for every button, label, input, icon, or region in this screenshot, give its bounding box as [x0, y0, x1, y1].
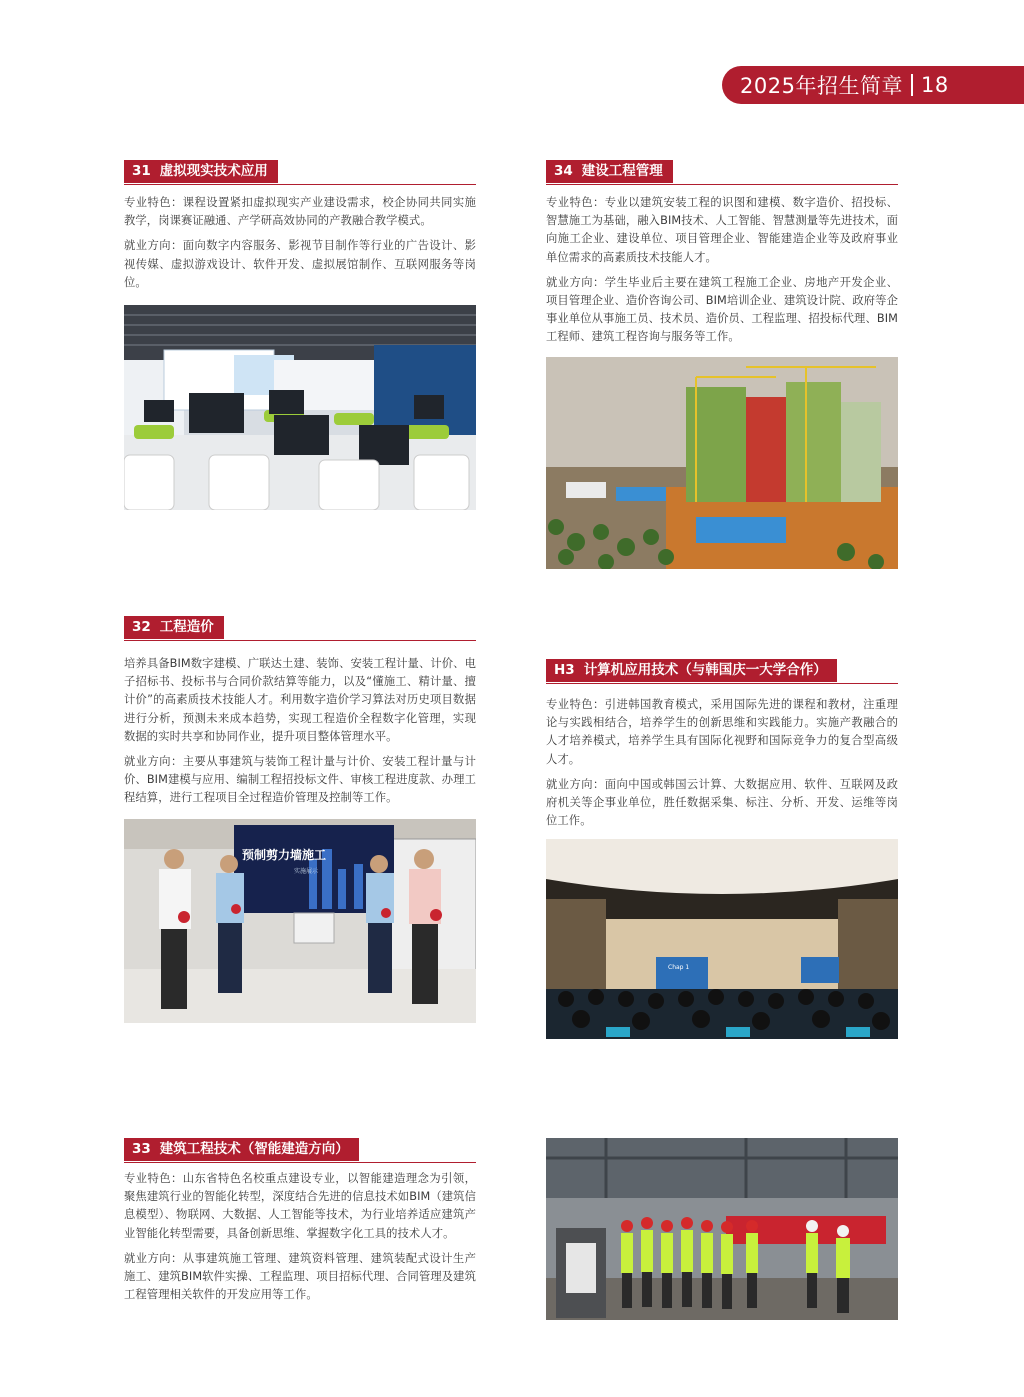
feature-paragraph: 专业特色：引进韩国教育模式，采用国际先进的课程和教材，注重理论与实践相结合，培养学生的创新思维和实践能力。实施产教融合的人才培养模式，培养学生具有国际化视野和国际竞争力的复合型高级人才。 [546, 698, 898, 766]
screen-title: 预制剪力墙施工 [242, 848, 327, 862]
section-title: 计算机应用技术（与韩国庆一大学合作） [583, 662, 827, 678]
section-badge [124, 160, 278, 183]
section-title: 工程造价 [159, 619, 214, 635]
section-heading [546, 160, 898, 185]
header-divider [911, 74, 913, 96]
section-title: 建设工程管理 [581, 163, 663, 179]
section-33 [124, 1138, 476, 1304]
section-32 [124, 616, 476, 808]
section-badge [124, 616, 224, 639]
section-heading [124, 160, 476, 185]
section-34 [546, 160, 898, 347]
feature-paragraph: 专业特色：课程设置紧扣虚拟现实产业建设需求，校企协同共同实施教学，岗课赛证融通、产学研高效协同的产教融合教学模式。 [124, 196, 476, 228]
section-number: H3 [554, 662, 575, 678]
feature-paragraph: 专业特色：专业以建筑安装工程的识图和建模、数字造价、招投标、智慧施工为基础，融入BIM技术、人工智能、智慧测量等先进技术，面向施工企业、建设单位、项目管理企业、智能建造企业等及政府事业单位需求的高素质技术技能人才。 [546, 196, 898, 264]
page-header-tab [722, 66, 1024, 104]
vr-classroom-photo [124, 305, 476, 510]
section-title: 建筑工程技术（智能建造方向） [159, 1141, 349, 1157]
section-badge [546, 659, 837, 682]
section-number: 31 [132, 163, 151, 179]
competition-team-photo [124, 819, 476, 1023]
lecture-screen-text: Chap 1 [668, 964, 690, 971]
building-model-photo [546, 357, 898, 569]
page-number: 18 [920, 73, 949, 97]
section-badge [124, 1138, 359, 1161]
career-paragraph: 就业方向：学生毕业后主要在建筑工程施工企业、房地产开发企业、项目管理企业、造价咨询公司、BIM培训企业、建筑设计院、政府等企事业单位从事施工员、技术员、造价员、工程监理、招投标代理、BIM工程师、建筑工程咨询与服务等工作。 [546, 275, 898, 344]
feature-paragraph: 培养具备BIM数字建模、广联达土建、装饰、安装工程计量、计价、电子招标书、投标书与合同价款结算等能力，以及“懂施工、精计量、擅计价”的高素质技术技能人才。利用数字造价学习算法对历史项目数据进行分析，预测未来成本趋势，实现工程造价全程数字化管理，实现数据的实时共享和协同作业，提升项目整体管理水平。 [124, 657, 476, 743]
construction-training-photo [546, 1138, 898, 1320]
section-number: 32 [132, 619, 151, 635]
header-title: 2025年招生简章 [740, 74, 903, 98]
section-number: 34 [554, 163, 573, 179]
feature-paragraph: 专业特色：山东省特色名校重点建设专业，以智能建造理念为引领，聚焦建筑行业的智能化转型，深度结合先进的信息技术如BIM（建筑信息模型）、物联网、大数据、人工智能等技术，为行业培养适应建筑产业智能化转型需要，具备创新思维、掌握数字化工具的技术人才。 [124, 1172, 476, 1240]
section-badge [546, 160, 673, 183]
career-paragraph: 就业方向：面向数字内容服务、影视节目制作等行业的广告设计、影视传媒、虚拟游戏设计、软件开发、虚拟展馆制作、互联网服务等岗位。 [124, 239, 476, 289]
section-31 [124, 160, 476, 292]
section-title: 虚拟现实技术应用 [159, 163, 268, 179]
career-paragraph: 就业方向：主要从事建筑与装饰工程计量与计价、安装工程计量与计价、BIM建模与应用、编制工程招投标文件、审核工程进度款、办理工程结算，进行工程项目全过程造价管理及控制等工作。 [124, 755, 476, 805]
career-paragraph: 就业方向：从事建筑施工管理、建筑资料管理、建筑装配式设计生产施工、建筑BIM软件实操、工程监理、项目招标代理、合同管理及建筑工程管理相关软件的开发应用等工作。 [124, 1251, 476, 1302]
section-heading [124, 616, 476, 641]
screen-subtitle: 实施展示 [294, 868, 319, 875]
section-heading [124, 1138, 476, 1163]
section-heading [546, 659, 898, 684]
career-paragraph: 就业方向：面向中国或韩国云计算、大数据应用、软件、互联网及政府机关等企事业单位，胜任数据采集、标注、分析、开发、运维等岗位工作。 [546, 777, 898, 828]
section-number: 33 [132, 1141, 151, 1157]
section-h3 [546, 659, 898, 830]
lecture-hall-photo [546, 839, 898, 1039]
